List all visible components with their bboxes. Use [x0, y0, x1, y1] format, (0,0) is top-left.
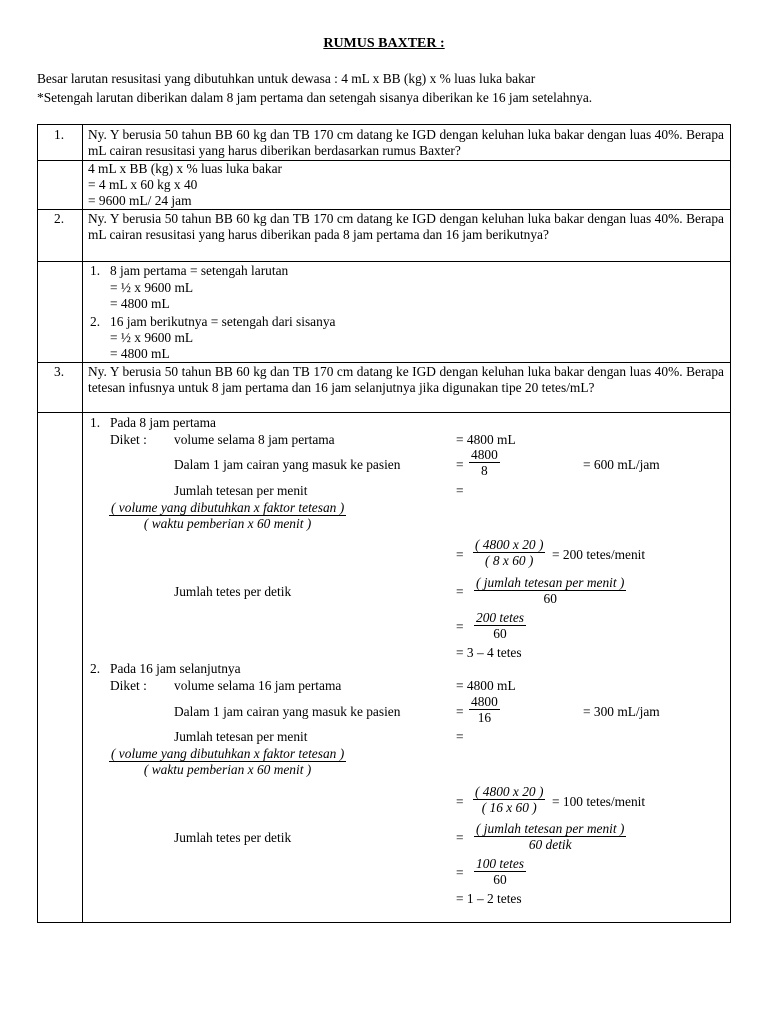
- fraction-numerator: 4800: [471, 447, 498, 462]
- q3-part1-drip-label: Jumlah tetesan per menit: [174, 483, 308, 498]
- q3-number: 3.: [54, 364, 65, 379]
- q1-answer-line-3: = 9600 mL/ 24 jam: [88, 193, 192, 208]
- q3-part1-formula-fraction: [109, 500, 346, 531]
- fraction-numerator: 4800: [471, 694, 498, 709]
- q3-part1-calc-eq: =: [456, 547, 464, 562]
- q3-part2-hour-label: Dalam 1 jam cairan yang masuk ke pasien: [174, 704, 401, 719]
- q3-part2-sec-fraction: [474, 821, 626, 852]
- fraction-numerator: ( 4800 x 20 ): [475, 784, 544, 799]
- q3-part2-volume-value: = 4800 mL: [456, 678, 516, 693]
- q3-part2-hour-result: = 300 mL/jam: [583, 704, 660, 719]
- fraction-denominator: 60 detik: [528, 837, 572, 852]
- q2-answer2-line-1: 16 jam berikutnya = setengah dari sisanya: [110, 314, 336, 329]
- q3-part2-heading: Pada 16 jam selanjutnya: [110, 661, 241, 676]
- q3-part1-sec-label: Jumlah tetes per detik: [174, 584, 292, 599]
- fraction-numerator: ( jumlah tetesan per menit ): [476, 821, 625, 836]
- q3-part2-sec-label: Jumlah tetes per detik: [174, 830, 292, 845]
- q2-answer1-line-2: = ½ x 9600 mL: [110, 280, 194, 295]
- q1-question: Ny. Y berusia 50 tahun BB 60 kg dan TB 170 cm datang ke IGD dengan keluhan luka bakar dengan luas 40%. Berapa mL cairan resusitasi yang harus diberikan berdasarkan rumus Baxter?: [88, 127, 724, 158]
- q3-part2-calc-fraction: [473, 784, 545, 815]
- fraction-denominator: ( 8 x 60 ): [485, 553, 534, 568]
- q3-part1-hour-eq: =: [456, 457, 464, 472]
- q3-part1-number: 1.: [90, 415, 101, 430]
- q3-part1-sec2-fraction: [474, 610, 526, 641]
- q2-answer2-number: 2.: [90, 314, 101, 329]
- fraction-denominator: 16: [477, 710, 492, 725]
- q3-part1-hour-label: Dalam 1 jam cairan yang masuk ke pasien: [174, 457, 401, 472]
- q3-part1-hour-fraction: [469, 447, 500, 478]
- intro-line-1: Besar larutan resusitasi yang dibutuhkan untuk dewasa : 4 mL x BB (kg) x % luas luka bakar: [37, 71, 536, 86]
- q3-part2-diket: Diket :: [110, 678, 147, 693]
- q3-part2-sec2-fraction: [474, 856, 526, 887]
- q3-part2-calc-result: = 100 tetes/menit: [552, 794, 646, 809]
- q3-part1-hour-result: = 600 mL/jam: [583, 457, 660, 472]
- fraction-denominator: ( 16 x 60 ): [481, 800, 537, 815]
- q3-part1-heading: Pada 8 jam pertama: [110, 415, 216, 430]
- fraction-numerator: ( 4800 x 20 ): [475, 537, 544, 552]
- q2-question: Ny. Y berusia 50 tahun BB 60 kg dan TB 170 cm datang ke IGD dengan keluhan luka bakar dengan luas 40%. Berapa mL cairan resusitasi yang harus diberikan pada 8 jam pertama dan 16 jam berikutnya?: [88, 211, 724, 242]
- q1-number: 1.: [54, 127, 65, 142]
- q3-part2-formula-fraction: [109, 746, 346, 777]
- q1-answer-line-1: 4 mL x BB (kg) x % luas luka bakar: [88, 161, 283, 176]
- q3-part1-final: = 3 – 4 tetes: [456, 645, 522, 660]
- page-title: RUMUS BAXTER :: [323, 36, 445, 51]
- q3-part1-drip-eq: =: [456, 483, 464, 498]
- q3-part1-calc-result: = 200 tetes/menit: [552, 547, 646, 562]
- q2-answer1-number: 1.: [90, 263, 101, 278]
- q2-number: 2.: [54, 211, 65, 226]
- q3-part2-calc-eq: =: [456, 794, 464, 809]
- q2-answer1-line-3: = 4800 mL: [110, 296, 170, 311]
- fraction-denominator: ( waktu pemberian x 60 menit ): [143, 516, 312, 531]
- fraction-numerator: ( volume yang dibutuhkan x faktor tetesan ): [111, 500, 345, 515]
- fraction-denominator: 60: [543, 591, 557, 606]
- q2-answer2-line-2: = ½ x 9600 mL: [110, 330, 194, 345]
- q3-part1-calc-fraction: [473, 537, 545, 568]
- intro-line-2: *Setengah larutan diberikan dalam 8 jam pertama dan setengah sisanya diberikan ke 16 jam setelahnya.: [37, 90, 593, 105]
- fraction-denominator: 60: [493, 626, 507, 641]
- q3-part1-volume-value: = 4800 mL: [456, 432, 516, 447]
- q2-answer2-line-3: = 4800 mL: [110, 346, 170, 361]
- q3-part2-hour-eq: =: [456, 704, 464, 719]
- q3-part1-diket: Diket :: [110, 432, 147, 447]
- fraction-denominator: 8: [481, 463, 488, 478]
- q3-part2-number: 2.: [90, 661, 101, 676]
- q3-part2-drip-eq: =: [456, 729, 464, 744]
- q1-answer-line-2: = 4 mL x 60 kg x 40: [88, 177, 198, 192]
- q3-part2-hour-fraction: [469, 694, 500, 725]
- fraction-denominator: 60: [493, 872, 507, 887]
- fraction-denominator: ( waktu pemberian x 60 menit ): [143, 762, 312, 777]
- q3-part2-final: = 1 – 2 tetes: [456, 891, 522, 906]
- q3-part2-drip-label: Jumlah tetesan per menit: [174, 729, 308, 744]
- fraction-numerator: ( volume yang dibutuhkan x faktor tetesan ): [111, 746, 345, 761]
- q3-part1-sec-fraction: [474, 575, 626, 606]
- fraction-numerator: ( jumlah tetesan per menit ): [476, 575, 625, 590]
- q3-part2-volume-label: volume selama 16 jam pertama: [174, 678, 342, 693]
- q3-part2-sec-eq: =: [456, 830, 464, 845]
- q3-part2-sec2-eq: =: [456, 865, 464, 880]
- q3-question: Ny. Y berusia 50 tahun BB 60 kg dan TB 170 cm datang ke IGD dengan keluhan luka bakar dengan luas 40%. Berapa tetesan infusnya untuk 8 jam pertama dan 16 jam selanjutnya jika digunakan tipe 20 tetes/mL?: [88, 364, 724, 395]
- q3-part1-volume-label: volume selama 8 jam pertama: [174, 432, 335, 447]
- fraction-numerator: 100 tetes: [476, 856, 524, 871]
- q3-part1-sec2-eq: =: [456, 619, 464, 634]
- q3-part1-sec-eq: =: [456, 584, 464, 599]
- q2-answer1-line-1: 8 jam pertama = setengah larutan: [110, 263, 289, 278]
- fraction-numerator: 200 tetes: [476, 610, 524, 625]
